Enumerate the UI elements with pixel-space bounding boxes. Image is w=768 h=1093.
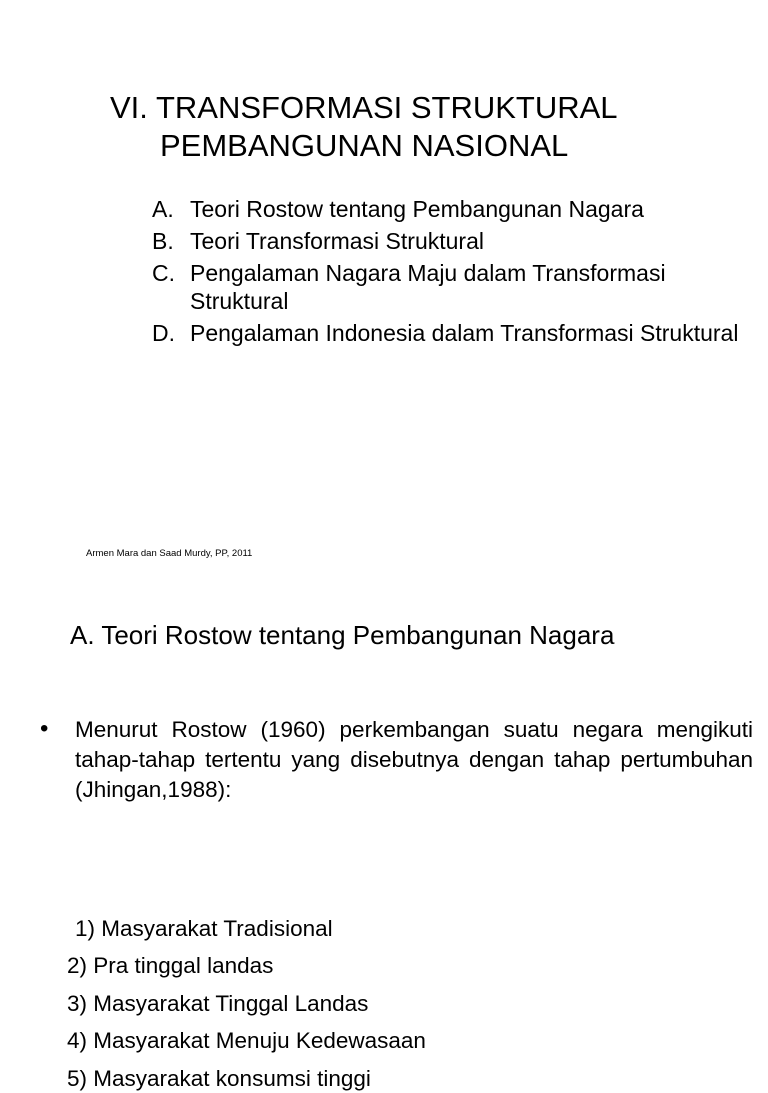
outline-letter: C. <box>152 260 175 286</box>
stage-item-5: 5) Masyarakat konsumsi tinggi <box>67 1066 371 1091</box>
slide-title-line-1: VI. TRANSFORMASI STRUKTURAL <box>110 90 618 125</box>
stage-item-3: 3) Masyarakat Tinggal Landas <box>67 991 369 1016</box>
outline-text: Teori Rostow tentang Pembangunan Nagara <box>190 196 644 222</box>
section-heading: A. Teori Rostow tentang Pembangunan Nagara <box>70 620 615 650</box>
slide-title-line-2: PEMBANGUNAN NASIONAL <box>160 128 569 163</box>
outline-list <box>152 195 752 351</box>
outline-item-d <box>152 319 752 347</box>
stage-item-1: 1) Masyarakat Tradisional <box>75 916 333 941</box>
outline-item-b <box>152 227 752 255</box>
outline-letter: A. <box>152 196 174 222</box>
bullet-dot-icon: • <box>40 715 49 742</box>
outline-letter: D. <box>152 320 175 346</box>
outline-item-c <box>152 259 752 315</box>
stage-item-4: 4) Masyarakat Menuju Kedewasaan <box>67 1028 426 1053</box>
outline-text: Pengalaman Indonesia dalam Transformasi Struktural <box>190 320 739 346</box>
outline-item-a <box>152 195 752 223</box>
slide-2 <box>0 580 768 1091</box>
outline-letter: B. <box>152 228 174 254</box>
outline-text: Teori Transformasi Struktural <box>190 228 484 254</box>
author-credit: Armen Mara dan Saad Murdy, PP, 2011 <box>86 548 253 559</box>
outline-text: Pengalaman Nagara Maju dalam Transformasi Struktural <box>190 260 666 314</box>
stage-item-2: 2) Pra tinggal landas <box>67 953 274 978</box>
bullet-paragraph: Menurut Rostow (1960) perkembangan suatu negara mengikuti tahap-tahap tertentu yang disebutnya dengan tahap pertumbuhan (Jhingan,1988): <box>75 717 753 802</box>
